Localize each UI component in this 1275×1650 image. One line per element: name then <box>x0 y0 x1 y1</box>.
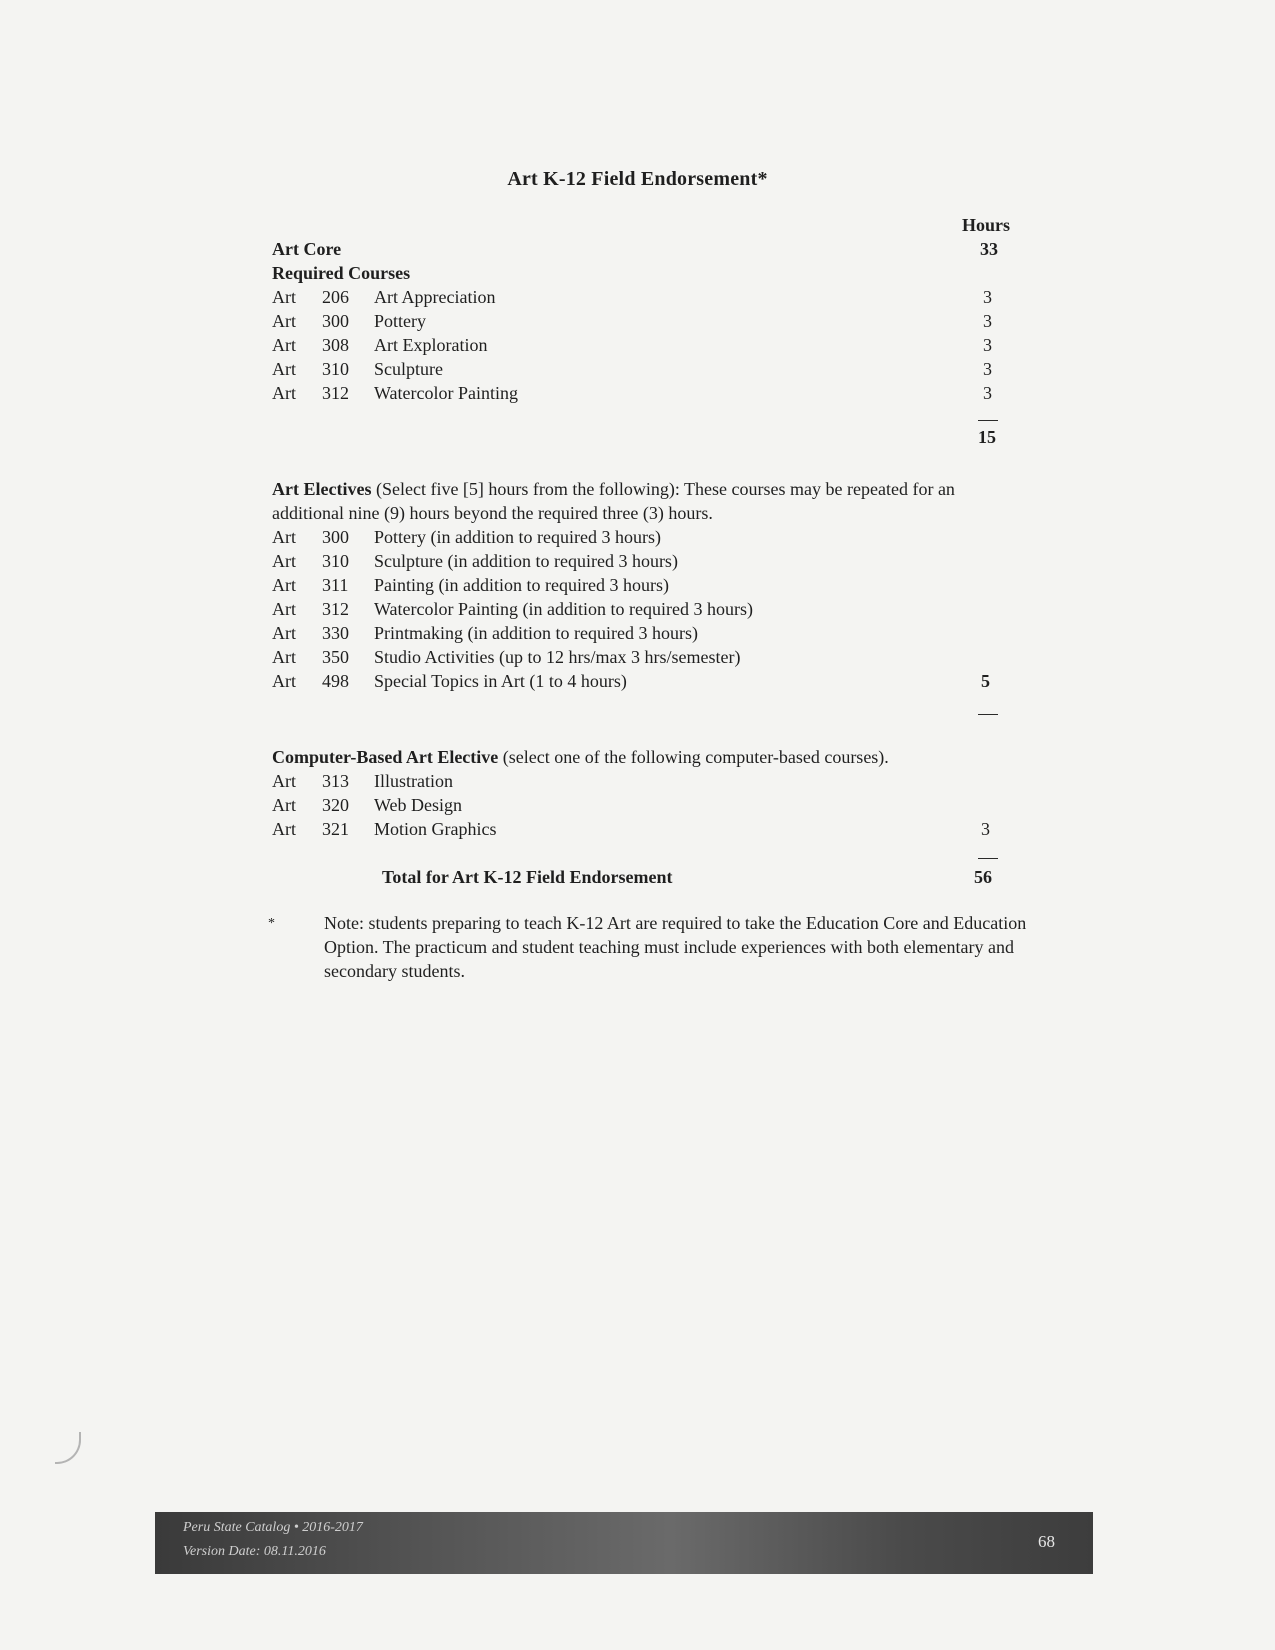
course-number: 321 <box>322 819 349 839</box>
course-number: 300 <box>322 311 349 331</box>
core-total-hours: 33 <box>980 239 998 259</box>
electives-description: (Select five [5] hours from the following): These courses may be repeated for an <box>371 479 955 499</box>
course-name: Illustration <box>374 771 453 791</box>
course-name: Watercolor Painting (in addition to required 3 hours) <box>374 599 753 619</box>
course-dept: Art <box>272 575 296 595</box>
course-dept: Art <box>272 527 296 547</box>
core-heading: Art Core <box>272 239 342 259</box>
course-hours: 3 <box>983 311 992 331</box>
course-dept: Art <box>272 647 296 667</box>
electives-hours: 5 <box>981 671 990 691</box>
computer-elective-heading: Computer-Based Art Elective <box>272 747 499 767</box>
course-name: Sculpture (in addition to required 3 hours) <box>374 551 678 571</box>
page-title: Art K-12 Field Endorsement* <box>507 168 768 190</box>
course-dept: Art <box>272 383 296 403</box>
course-name: Watercolor Painting <box>374 383 519 403</box>
course-number: 312 <box>322 383 349 403</box>
course-name: Art Exploration <box>374 335 488 355</box>
course-number: 350 <box>322 647 349 667</box>
course-number: 311 <box>322 575 349 595</box>
note-text: Note: students preparing to teach K-12 Art are required to take the Education Core and Education Option. The practicum and student teaching must include experiences with both elementary and secondary students. <box>324 913 1027 981</box>
course-name: Studio Activities (up to 12 hrs/max 3 hrs/semester) <box>374 647 741 667</box>
course-number: 320 <box>322 795 349 815</box>
course-name: Web Design <box>374 795 463 815</box>
course-number: 206 <box>322 287 349 307</box>
course-dept: Art <box>272 671 296 691</box>
total-label: Total for Art K-12 Field Endorsement <box>382 867 673 887</box>
hours-column-header: Hours <box>962 215 1011 235</box>
course-name: Pottery <box>374 311 426 331</box>
page-curl-mark <box>55 1432 81 1464</box>
course-dept: Art <box>272 311 296 331</box>
course-dept: Art <box>272 335 296 355</box>
course-hours: 3 <box>983 335 992 355</box>
course-name: Sculpture <box>374 359 443 379</box>
page-number: 68 <box>1038 1532 1055 1551</box>
total-rule <box>978 858 998 859</box>
course-number: 300 <box>322 527 349 547</box>
electives-intro <box>272 478 955 501</box>
course-number: 308 <box>322 335 349 355</box>
course-dept: Art <box>272 623 296 643</box>
course-hours: 3 <box>983 287 992 307</box>
course-dept: Art <box>272 287 296 307</box>
electives-description-cont: additional nine (9) hours beyond the required three (3) hours. <box>272 503 713 523</box>
course-number: 310 <box>322 551 349 571</box>
course-dept: Art <box>272 771 296 791</box>
course-number: 310 <box>322 359 349 379</box>
computer-elective-hours: 3 <box>981 819 990 839</box>
total-hours: 56 <box>974 867 992 887</box>
computer-elective-description: (select one of the following computer-based courses). <box>498 747 889 767</box>
core-subtotal: 15 <box>978 427 996 447</box>
course-name: Printmaking (in addition to required 3 hours) <box>374 623 698 643</box>
course-name: Painting (in addition to required 3 hours) <box>374 575 669 595</box>
computer-elective-intro <box>272 746 889 769</box>
course-name: Special Topics in Art (1 to 4 hours) <box>374 671 627 691</box>
course-dept: Art <box>272 795 296 815</box>
footer-bar <box>155 1512 1093 1574</box>
course-dept: Art <box>272 819 296 839</box>
course-hours: 3 <box>983 383 992 403</box>
course-dept: Art <box>272 551 296 571</box>
course-number: 312 <box>322 599 349 619</box>
course-name: Art Appreciation <box>374 287 496 307</box>
course-number: 330 <box>322 623 349 643</box>
course-name: Pottery (in addition to required 3 hours) <box>374 527 661 547</box>
subtotal-rule <box>978 714 998 715</box>
course-number: 498 <box>322 671 349 691</box>
footer-catalog-title: Peru State Catalog • 2016-2017 <box>183 1520 363 1535</box>
footer-version-date: Version Date: 08.11.2016 <box>183 1544 326 1559</box>
subtotal-rule <box>978 420 998 421</box>
course-dept: Art <box>272 599 296 619</box>
course-name: Motion Graphics <box>374 819 497 839</box>
course-number: 313 <box>322 771 349 791</box>
required-courses-heading: Required Courses <box>272 263 411 283</box>
electives-heading: Art Electives <box>272 479 372 499</box>
note-marker: * <box>268 916 275 931</box>
course-hours: 3 <box>983 359 992 379</box>
course-dept: Art <box>272 359 296 379</box>
